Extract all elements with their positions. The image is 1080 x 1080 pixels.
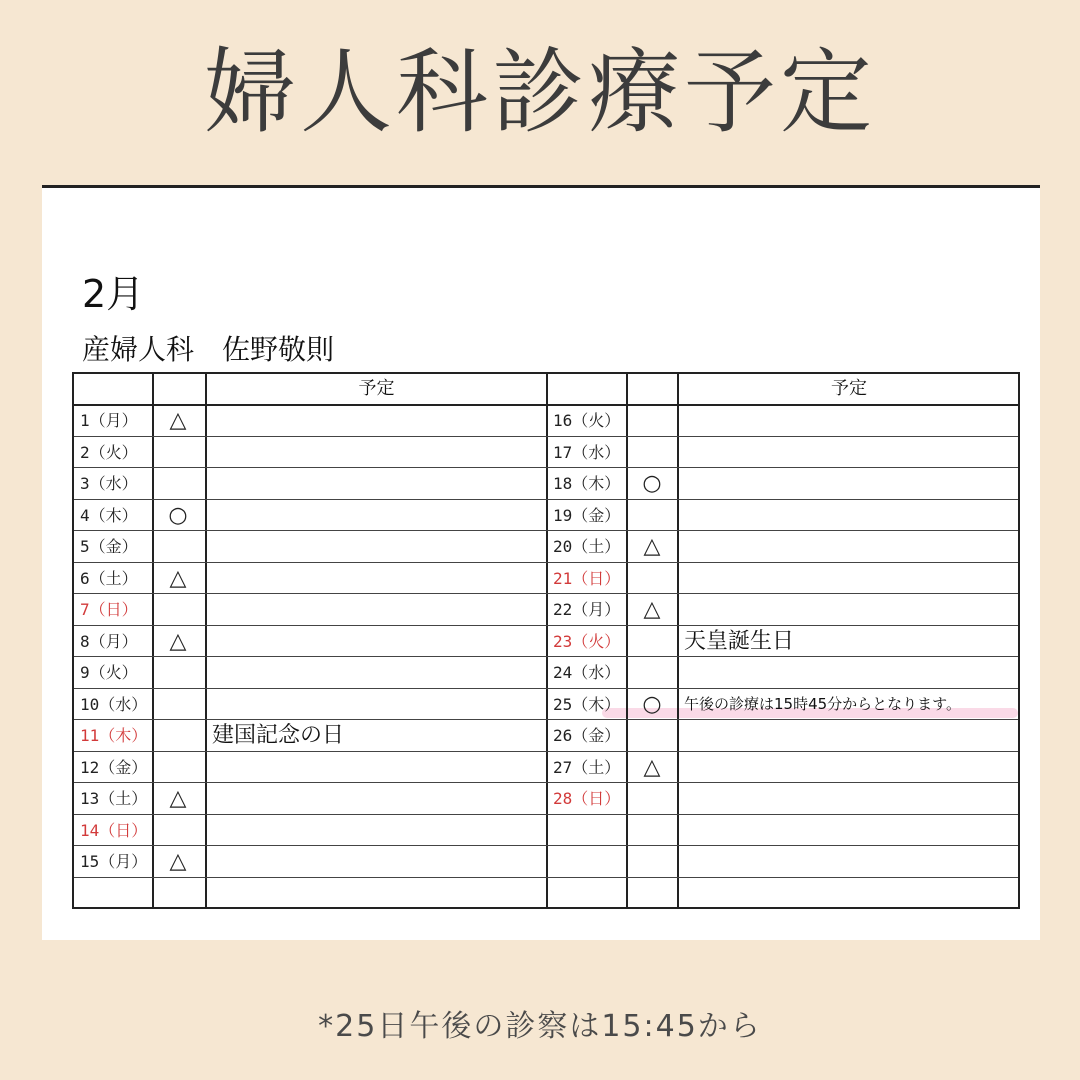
- row-divider: [74, 782, 1018, 783]
- partial-triangle-mark: △: [169, 565, 187, 591]
- day-label: 26（金）: [553, 726, 621, 745]
- schedule-column-header-right: 予定: [831, 378, 867, 399]
- row-divider: [74, 656, 1018, 657]
- day-label: 8（月）: [80, 631, 138, 651]
- row-divider: [74, 593, 1018, 594]
- department-doctor-label: 産婦人科 佐野敬則: [82, 333, 335, 366]
- row-divider: [74, 467, 1018, 468]
- column-divider: [677, 374, 679, 907]
- row-divider: [74, 436, 1018, 437]
- schedule-note: 午後の診療は15時45分からとなります。: [684, 694, 961, 713]
- partial-triangle-mark: △: [169, 786, 187, 811]
- partial-triangle-mark: △: [643, 534, 661, 559]
- day-label: 24（水）: [553, 663, 621, 682]
- day-label: 22（月）: [553, 600, 621, 619]
- day-label: 12（金）: [80, 757, 148, 777]
- day-label: 14（日）: [80, 820, 148, 840]
- day-label: 16（火）: [553, 411, 621, 430]
- schedule-table: [72, 372, 1020, 909]
- day-label: 5（金）: [80, 537, 138, 556]
- schedule-note: 天皇誕生日: [684, 628, 795, 654]
- row-divider: [74, 814, 1018, 815]
- available-circle-mark: ○: [642, 471, 662, 496]
- day-label: 9（火）: [80, 663, 138, 682]
- month-label: 2月: [82, 272, 145, 316]
- column-divider: [152, 374, 154, 907]
- row-divider: [74, 562, 1018, 563]
- row-divider: [74, 499, 1018, 500]
- day-label: 23（火）: [553, 631, 621, 651]
- day-label: 10（水）: [80, 694, 148, 714]
- partial-triangle-mark: △: [169, 408, 187, 433]
- column-divider: [546, 374, 548, 907]
- schedule-sheet: [42, 188, 1040, 940]
- day-label: 2（火）: [80, 442, 138, 462]
- day-label: 6（土）: [80, 568, 138, 588]
- footer-note: *25日午後の診察は15:45から: [318, 1009, 762, 1044]
- day-label: 20（土）: [553, 537, 621, 556]
- day-label: 19（金）: [553, 505, 621, 525]
- partial-triangle-mark: △: [643, 597, 661, 622]
- column-divider: [626, 374, 628, 907]
- day-label: 25（木）: [553, 694, 621, 714]
- day-label: 28（日）: [553, 789, 621, 808]
- schedule-note: 建国記念の日: [212, 723, 345, 748]
- day-label: 3（水）: [80, 474, 138, 493]
- row-divider: [74, 845, 1018, 846]
- day-label: 7（日）: [80, 600, 138, 619]
- day-label: 27（土）: [553, 757, 621, 777]
- day-label: 18（木）: [553, 474, 621, 493]
- partial-triangle-mark: △: [643, 754, 661, 780]
- schedule-column-header-left: 予定: [358, 378, 395, 399]
- row-divider: [74, 877, 1018, 878]
- page-title: 婦人科診療予定: [203, 39, 876, 146]
- day-label: 17（水）: [553, 442, 621, 462]
- day-label: 4（木）: [80, 505, 138, 525]
- day-label: 15（月）: [80, 852, 148, 871]
- day-label: 13（土）: [80, 789, 148, 808]
- column-divider: [205, 374, 207, 907]
- header-divider: [74, 404, 1018, 406]
- partial-triangle-mark: △: [169, 849, 187, 874]
- partial-triangle-mark: △: [169, 628, 187, 654]
- row-divider: [74, 625, 1018, 626]
- day-label: 1（月）: [80, 411, 138, 430]
- day-label: 11（木）: [80, 726, 148, 745]
- row-divider: [74, 530, 1018, 531]
- available-circle-mark: ○: [168, 502, 188, 528]
- available-circle-mark: ○: [642, 691, 662, 717]
- day-label: 21（日）: [553, 568, 621, 588]
